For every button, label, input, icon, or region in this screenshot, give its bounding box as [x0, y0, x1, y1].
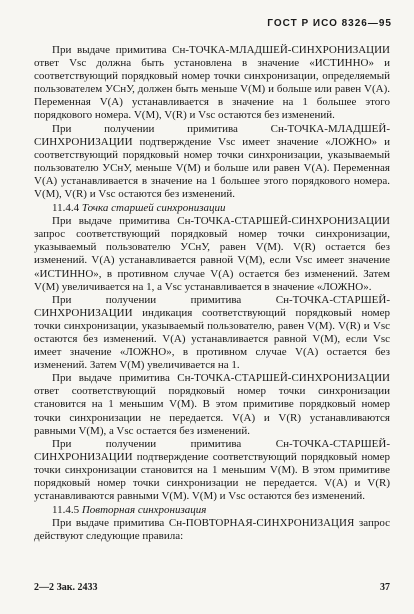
paragraph: При выдаче примитива Сн-ТОЧКА-МЛАДШЕЙ-СИНХРОНИЗАЦИИ ответ Vsc должна быть установлена в значение «ИСТИННО» и соответствующий порядковый номер точки синхронизации, определяемый пользователем УСнУ, должен быть меньше V(M) и больше или равен V(A). Переменная V(A) устанавливается в значение на 1 большее этого порядкового номера. V(M), V(R) и Vsc остаются без изменений.: [34, 44, 390, 122]
section-number: 11.4.5: [52, 504, 80, 517]
paragraph: При получении примитива Сн-ТОЧКА-МЛАДШЕЙ-СИНХРОНИЗАЦИИ подтверждение Vsc имеет значение «ЛОЖНО» и соответствующий порядковый номер точки синхронизации, указываемый пользователю УСнУ, меньше V(M) и больше или равен V(A). Переменная V(A) устанавливается в значение на 1 большее этого порядкового номера. V(M), V(R) и Vsc остаются без изменений.: [34, 122, 390, 201]
page-number: 37: [380, 582, 390, 593]
body-text: [34, 44, 390, 543]
paragraph: При получении примитива Сн-ТОЧКА-СТАРШЕЙ-СИНХРОНИЗАЦИИ индикация соответствующий порядковый номер точки синхронизации, указываемый пользователю, равен V(M). V(R) и Vsc остаются без изменений. V(A) устанавливается равной V(M), если Vsc имеет значение «ЛОЖНО», в противном случае V(A) остается без изменений. Затем V(M) увеличивается на 1.: [34, 293, 390, 372]
paragraph: При выдаче примитива Сн-ТОЧКА-СТАРШЕЙ-СИНХРОНИЗАЦИИ ответ соответствующий порядковый номер точки синхронизации становится на 1 меньшим V(M). В этом примитиве порядковый номер точки синхронизации не передается. V(A) и V(R) устанавливаются равными V(M), a Vsc остается без изменений.: [34, 372, 390, 437]
paragraph: При выдаче примитива Сн-ТОЧКА-СТАРШЕЙ-СИНХРОНИЗАЦИИ запрос соответствующий порядковый номер точки синхронизации, указываемый пользователю УСнУ, равен V(M). V(R) остается без изменений. V(A) устанавливается равной V(M), если Vsc имеет значение «ИСТИННО», в противном случае V(A) остается без изменений. Затем V(M) увеличивается на 1, а Vsc устанавливается в значение «ЛОЖНО».: [34, 215, 390, 293]
print-order-note: 2—2 Зак. 2433: [34, 582, 98, 593]
paragraph: При получении примитива Сн-ТОЧКА-СТАРШЕЙ-СИНХРОНИЗАЦИИ подтверждение соответствующий порядковый номер точки синхронизации становится на 1 меньшим V(M). В этом примитиве порядковый номер точки синхронизации не передается. V(A) и V(R) устанавливаются равными V(M). V(M) и Vsc остаются без изменений.: [34, 437, 390, 503]
section-title: Повторная синхронизация: [81, 504, 207, 517]
standard-header: ГОСТ Р ИСО 8326—95: [267, 18, 392, 29]
section-heading: [34, 201, 390, 215]
paragraph: При выдаче примитива Сн-ПОВТОРНАЯ-СИНХРОНИЗАЦИЯ запрос действуют следующие правила:: [34, 517, 390, 543]
section-title: Точка старшей синхронизации: [81, 202, 226, 215]
section-heading: [34, 503, 390, 517]
section-number: 11.4.4: [52, 202, 80, 215]
